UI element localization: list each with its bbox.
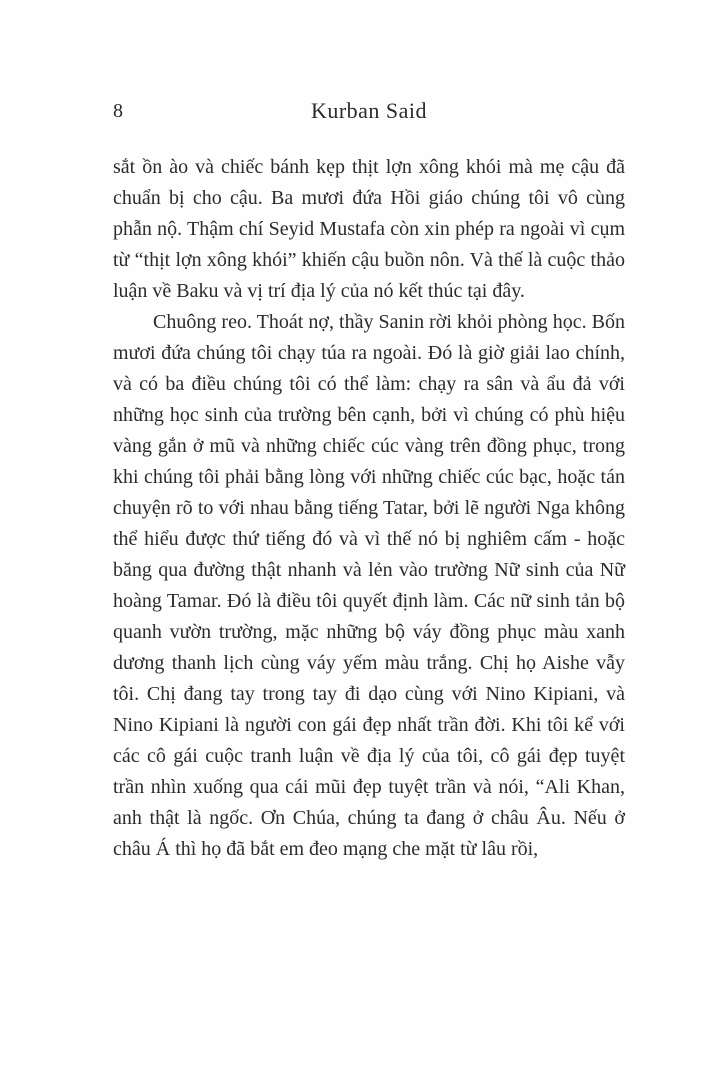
page-body <box>113 152 625 865</box>
running-header-title: Kurban Said <box>310 98 428 123</box>
paragraph-2: Chuông reo. Thoát nợ, thầy Sanin rời khỏi phòng học. Bốn mươi đứa chúng tôi chạy túa ra ngoài. Đó là giờ giải lao chính, và có ba điều chúng tôi có thể làm: chạy ra sân và ẩu đả với những học sinh của trường bên cạnh, bởi vì chúng có phù hiệu vàng gắn ở mũ và những chiếc cúc vàng trên đồng phục, trong khi chúng tôi phải bằng lòng với những chiếc cúc bạc, hoặc tán chuyện rõ to với nhau bằng tiếng Tatar, bởi lẽ người Nga không thể hiểu được thứ tiếng đó và vì thế nó bị nghiêm cấm - hoặc băng qua đường thật nhanh và lẻn vào trường Nữ sinh của Nữ hoàng Tamar. Đó là điều tôi quyết định làm. Các nữ sinh tản bộ quanh vườn trường, mặc những bộ váy đồng phục màu xanh dương thanh lịch cùng váy yếm màu trắng. Chị họ Aishe vẫy tôi. Chị đang tay trong tay đi dạo cùng với Nino Kipiani, và Nino Kipiani là người con gái đẹp nhất trần đời. Khi tôi kể với các cô gái cuộc tranh luận về địa lý của tôi, cô gái đẹp tuyệt trần nhìn xuống qua cái mũi đẹp tuyệt trần và nói, “Ali Khan, anh thật là ngốc. Ơn Chúa, chúng ta đang ở châu Âu. Nếu ở châu Á thì họ đã bắt em đeo mạng che mặt từ lâu rồi, <box>113 311 625 860</box>
paragraph-1: sắt ồn ào và chiếc bánh kẹp thịt lợn xông khói mà mẹ cậu đã chuẩn bị cho cậu. Ba mươi đứa Hồi giáo chúng tôi vô cùng phẫn nộ. Thậm chí Seyid Mustafa còn xin phép ra ngoài vì cụm từ “thịt lợn xông khói” khiến cậu buồn nôn. Và thế là cuộc thảo luận về Baku và vị trí địa lý của nó kết thúc tại đây. <box>113 156 625 302</box>
page-number: 8 <box>113 100 123 122</box>
page-header <box>113 96 625 126</box>
